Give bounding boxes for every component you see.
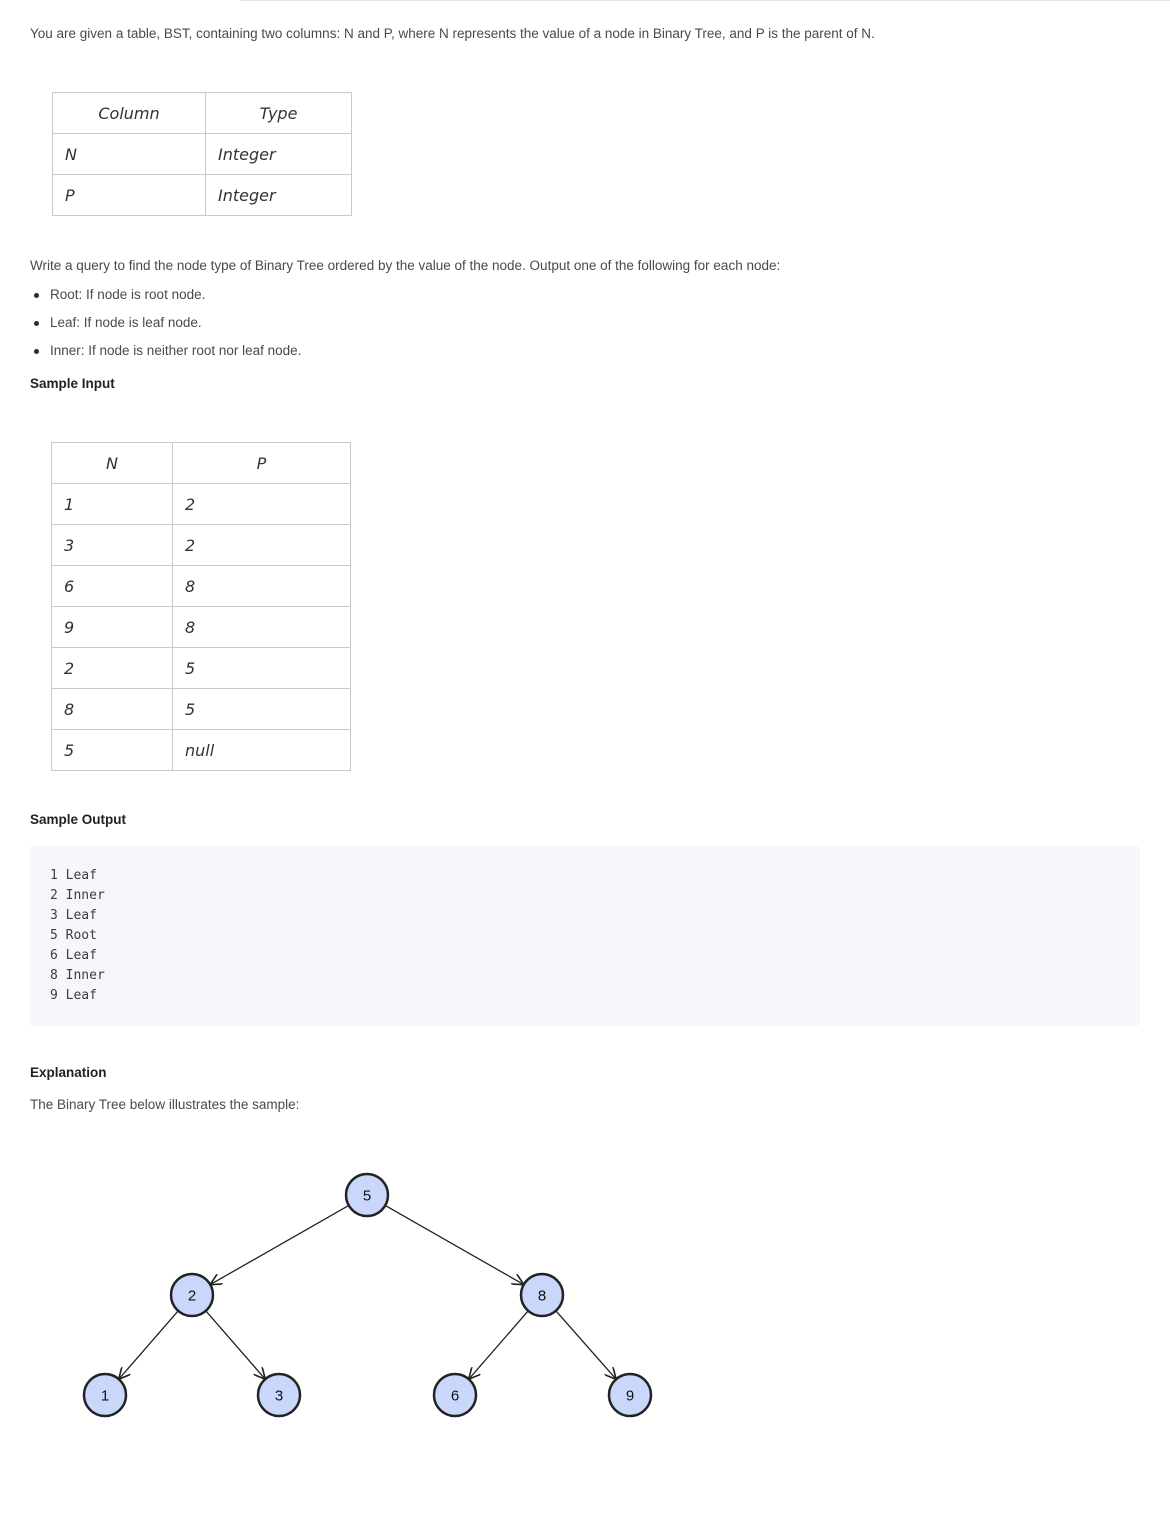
schema-header-column: Column	[53, 93, 206, 134]
code-line: 5 Root	[50, 928, 97, 943]
tree-node-3	[258, 1374, 300, 1416]
code-line: 8 Inner	[50, 968, 105, 983]
schema-header-type: Type	[206, 93, 352, 134]
node-type-list	[30, 285, 301, 369]
schema-cell: Integer	[206, 175, 352, 216]
tree-node-6	[434, 1374, 476, 1416]
sample-header-p: P	[173, 443, 351, 484]
tree-node-8	[521, 1274, 563, 1316]
tree-node-label: 9	[625, 1387, 635, 1405]
top-divider	[240, 0, 1170, 1]
table-row	[52, 648, 351, 689]
tree-node-label: 6	[450, 1387, 460, 1405]
tree-node-5	[346, 1174, 388, 1216]
table-row	[52, 484, 351, 525]
sample-output-heading: Sample Output	[30, 812, 127, 827]
tree-edge-8-9	[556, 1311, 616, 1379]
sample-cell: 8	[173, 566, 351, 607]
schema-cell: N	[53, 134, 206, 175]
tree-node-1	[84, 1374, 126, 1416]
sample-cell: 5	[173, 689, 351, 730]
schema-cell: Integer	[206, 134, 352, 175]
schema-cell: P	[53, 175, 206, 216]
sample-cell: 2	[52, 648, 173, 689]
sample-cell: 8	[173, 607, 351, 648]
sample-cell: 9	[52, 607, 173, 648]
tree-node-label: 5	[362, 1187, 372, 1205]
explanation-text: The Binary Tree below illustrates the sample:	[30, 1097, 300, 1112]
tree-edge-8-6	[469, 1311, 528, 1379]
sample-cell: 5	[52, 730, 173, 771]
tree-node-label: 2	[187, 1287, 197, 1305]
tree-node-2	[171, 1274, 213, 1316]
sample-header-row	[52, 443, 351, 484]
table-row	[52, 689, 351, 730]
table-row	[52, 607, 351, 648]
tree-edge-2-3	[206, 1311, 265, 1379]
table-row	[52, 730, 351, 771]
sample-input-heading: Sample Input	[30, 376, 115, 391]
sample-cell: 1	[52, 484, 173, 525]
tree-node-9	[609, 1374, 651, 1416]
table-row	[52, 566, 351, 607]
tree-edge-5-8	[385, 1205, 523, 1284]
sample-header-n: N	[52, 443, 173, 484]
list-item: Inner: If node is neither root nor leaf node.	[30, 341, 301, 369]
code-line: 6 Leaf	[50, 948, 97, 963]
explanation-heading: Explanation	[30, 1065, 107, 1080]
code-line: 3 Leaf	[50, 908, 97, 923]
tree-node-label: 1	[100, 1387, 110, 1405]
sample-cell: 2	[173, 484, 351, 525]
query-prompt: Write a query to find the node type of Binary Tree ordered by the value of the node. Output one of the following for each node:	[30, 258, 781, 273]
problem-intro: You are given a table, BST, containing two columns: N and P, where N represents the value of a node in Binary Tree, and P is the parent of N.	[30, 26, 875, 41]
sample-cell: 6	[52, 566, 173, 607]
list-item: Root: If node is root node.	[30, 285, 301, 313]
table-row	[53, 134, 352, 175]
sample-input-table	[51, 442, 351, 771]
code-line: 9 Leaf	[50, 988, 97, 1003]
tree-edge-2-1	[119, 1311, 178, 1379]
sample-cell: 3	[52, 525, 173, 566]
binary-tree-diagram	[0, 1150, 700, 1420]
sample-cell: 2	[173, 525, 351, 566]
tree-node-label: 8	[537, 1287, 547, 1305]
tree-edge-5-2	[211, 1205, 349, 1284]
schema-header-row	[53, 93, 352, 134]
table-row	[52, 525, 351, 566]
schema-table	[52, 92, 352, 216]
tree-node-label: 3	[274, 1387, 284, 1405]
sample-output-code-block	[30, 846, 1140, 1026]
list-item: Leaf: If node is leaf node.	[30, 313, 301, 341]
code-line: 1 Leaf	[50, 868, 97, 883]
code-line: 2 Inner	[50, 888, 105, 903]
sample-cell: 8	[52, 689, 173, 730]
sample-cell: null	[173, 730, 351, 771]
table-row	[53, 175, 352, 216]
sample-cell: 5	[173, 648, 351, 689]
